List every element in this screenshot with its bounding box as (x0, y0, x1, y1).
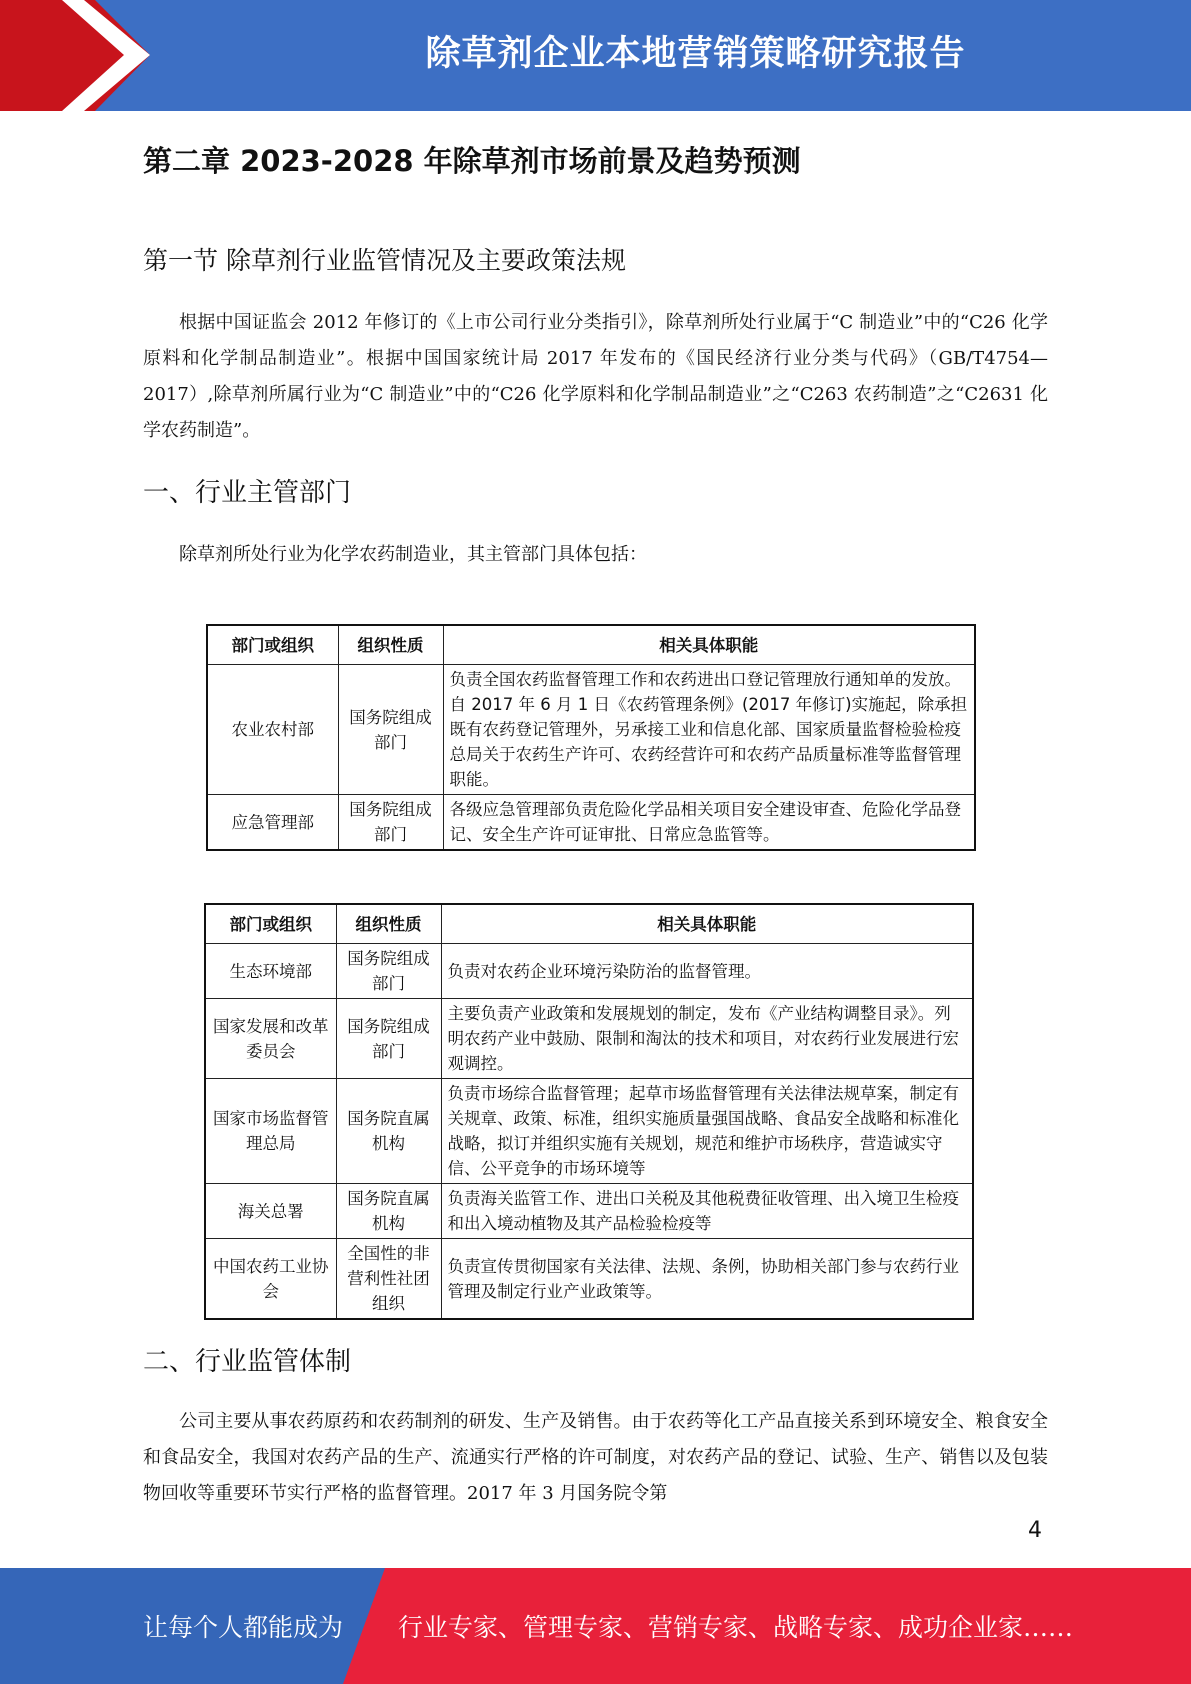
chapter-title: 第二章 2023-2028 年除草剂市场前景及趋势预测 (143, 144, 801, 178)
table-row (205, 944, 973, 999)
cell-org: 中国农药工业协会 (205, 1239, 336, 1320)
cell-org: 国家发展和改革委员会 (205, 999, 336, 1079)
page-footer (0, 1568, 1191, 1684)
page-content (143, 135, 1048, 573)
table-header-row (205, 904, 973, 944)
table-row (205, 1184, 973, 1239)
header-nature: 组织性质 (338, 625, 443, 665)
cell-nature: 国务院组成部门 (336, 944, 441, 999)
cell-org: 应急管理部 (207, 795, 338, 851)
cell-duty: 负责对农药企业环境污染防治的监督管理。 (441, 944, 973, 999)
section-title: 第一节 除草剂行业监管情况及主要政策法规 (143, 246, 626, 275)
cell-duty: 负责全国农药监督管理工作和农药进出口登记管理放行通知单的发放。自 2017 年 6 月 1 日《农药管理条例》(2017 年修订)实施起，除承担既有农药登记管理外，另承接工业和信息化部、国家质量监督检验检疫总局关于农药生产许可、农药经营许可和农药产品质量标准等监督管理职能。 (443, 665, 975, 795)
cell-nature: 国务院组成部门 (338, 665, 443, 795)
cell-duty: 主要负责产业政策和发展规划的制定，发布《产业结构调整目录》。列明农药产业中鼓励、限制和淘汰的技术和项目，对农药行业发展进行宏观调控。 (441, 999, 973, 1079)
table-row (205, 999, 973, 1079)
cell-org: 生态环境部 (205, 944, 336, 999)
header-duty: 相关具体职能 (443, 625, 975, 665)
table-row (205, 1079, 973, 1184)
header-org: 部门或组织 (207, 625, 338, 665)
cell-org: 国家市场监督管理总局 (205, 1079, 336, 1184)
header-org: 部门或组织 (205, 904, 336, 944)
cell-nature: 国务院直属机构 (336, 1184, 441, 1239)
cell-org: 农业农村部 (207, 665, 338, 795)
regulator-table-2 (204, 903, 974, 1320)
footer-slogan-right: 行业专家、管理专家、营销专家、战略专家、成功企业家…… (398, 1613, 1074, 1642)
table-row (205, 1239, 973, 1320)
subsection-1-paragraph: 除草剂所处行业为化学农药制造业，其主管部门具体包括： (179, 544, 647, 565)
page-header (0, 0, 1191, 111)
header-duty: 相关具体职能 (441, 904, 973, 944)
cell-org: 海关总署 (205, 1184, 336, 1239)
table-header-row (207, 625, 975, 665)
subsection-2-paragraph: 公司主要从事农药原药和农药制剂的研发、生产及销售。由于农药等化工产品直接关系到环境安全、粮食安全和食品安全，我国对农药产品的生产、流通实行严格的许可制度，对农药产品的登记、试验、生产、销售以及包装物回收等重要环节实行严格的监督管理。2017 年 3 月国务院令第 (143, 1411, 1048, 1504)
cell-nature: 国务院组成部门 (338, 795, 443, 851)
subsection-title-2: 二、行业监管体制 (143, 1347, 352, 1377)
page-number: 4 (1028, 1518, 1042, 1543)
header-nature: 组织性质 (336, 904, 441, 944)
regulator-table-1 (206, 624, 976, 851)
footer-slogan-left: 让每个人都能成为 (143, 1613, 344, 1642)
cell-nature: 国务院直属机构 (336, 1079, 441, 1184)
cell-duty: 各级应急管理部负责危险化学品相关项目安全建设审查、危险化学品登记、安全生产许可证审批、日常应急监管等。 (443, 795, 975, 851)
table-row (207, 795, 975, 851)
intro-paragraph: 根据中国证监会 2012 年修订的《上市公司行业分类指引》，除草剂所处行业属于“C 制造业”中的“C26 化学原料和化学制品制造业”。根据中国国家统计局 2017 年发布的《国民经济行业分类与代码》（GB/T4754—2017）,除草剂所属行业为“C 制造业”中的“C26 化学原料和化学制品制造业”之“C263 农药制造”之“C2631 化学农药制造”。 (143, 312, 1048, 441)
report-title: 除草剂企业本地营销策略研究报告 (425, 34, 966, 74)
cell-duty: 负责宣传贯彻国家有关法律、法规、条例，协助相关部门参与农药行业管理及制定行业产业政策等。 (441, 1239, 973, 1320)
cell-duty: 负责海关监管工作、进出口关税及其他税费征收管理、出入境卫生检疫和出入境动植物及其产品检验检疫等 (441, 1184, 973, 1239)
table-row (207, 665, 975, 795)
subsection-title-1: 一、行业主管部门 (143, 478, 352, 508)
cell-duty: 负责市场综合监督管理；起草市场监督管理有关法律法规草案，制定有关规章、政策、标准，组织实施质量强国战略、食品安全战略和标准化战略，拟订并组织实施有关规划，规范和维护市场秩序，营造诚实守信、公平竞争的市场环境等 (441, 1079, 973, 1184)
cell-nature: 全国性的非营利性社团组织 (336, 1239, 441, 1320)
subsection-2 (143, 1340, 1048, 1512)
cell-nature: 国务院组成部门 (336, 999, 441, 1079)
